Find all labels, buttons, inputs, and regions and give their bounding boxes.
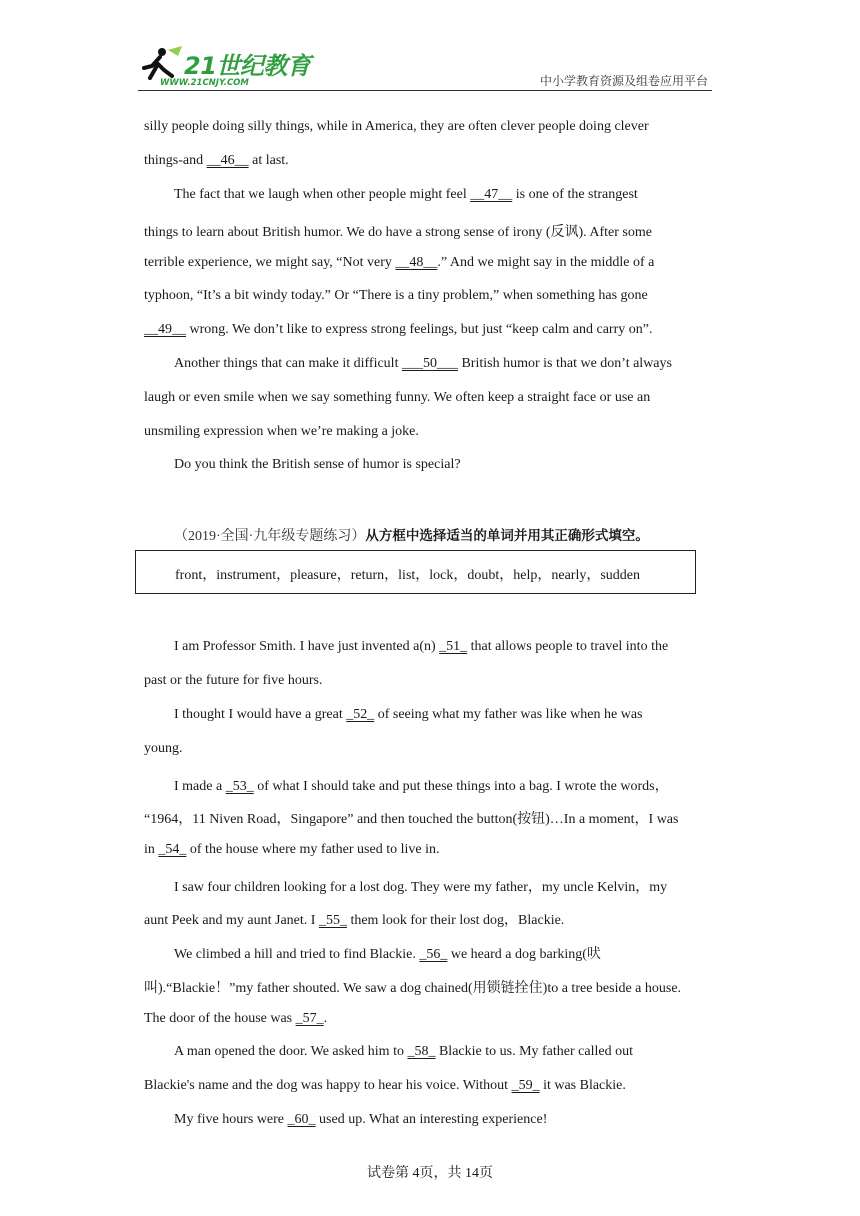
page-number: 试卷第 4页，共 14页 [367,1166,493,1181]
text-line: laugh or even smile when we say something funny. We often keep a straight face or use an [144,390,651,405]
text-line: things to learn about British humor. We do have a strong sense of irony (反讽). After some [144,225,652,240]
text-line: We climbed a hill and tried to find Blackie. _56_ we heard a dog barking(吠 [174,947,601,962]
blank-53: _53_ [225,779,254,794]
text-line: Another things that can make it difficult ___50___ British humor is that we don’t always [174,356,672,371]
blank-59: _59_ [511,1078,540,1093]
text-line: in _54_ of the house where my father used to live in. [144,842,440,857]
blank-47: __47__ [470,187,513,202]
question-source: （2019·全国·九年级专题练习） [174,529,366,544]
text-line: “1964，11 Niven Road，Singapore” and then touched the button(按钮)…In a moment，I was [144,812,679,827]
platform-title: 中小学教育资源及组卷应用平台 [539,74,708,88]
blank-54: _54_ [158,842,187,857]
section-heading [174,524,649,545]
text-line: Do you think the British sense of humor is special? [174,457,461,472]
text-line: young. [144,741,183,756]
word-list: front，instrument，pleasure，return，list，lock，doubt，help，nearly，sudden [175,568,641,583]
site-logo [138,44,311,90]
text-line: aunt Peek and my aunt Janet. I _55_ them look for their lost dog，Blackie. [144,913,565,928]
text-line: I am Professor Smith. I have just invented a(n) _51_ that allows people to travel into the [174,639,669,654]
text-line: unsmiling expression when we’re making a joke. [144,424,419,439]
text-line: I made a _53_ of what I should take and put these things into a bag. I wrote the words， [174,779,669,794]
task-instruction: 从方框中选择适当的单词并用其正确形式填空。 [365,528,649,544]
text-line: things-and __46__ at last. [144,153,289,168]
blank-55: _55_ [318,913,347,928]
blank-60: _60_ [287,1112,316,1127]
text-line: 叫).“Blackie！”my father shouted. We saw a dog chained(用锁链拴住)to a tree beside a house. [144,981,682,996]
text-line: I saw four children looking for a lost dog. They were my father，my uncle Kelvin，my [174,880,668,895]
blank-48: __48__ [395,255,438,270]
text-line: terrible experience, we might say, “Not very __48__.” And we might say in the middle of a [144,255,655,270]
logo-url: WWW.21CNJY.COM [160,78,249,88]
blank-50: ___50___ [401,356,458,371]
text-line: The fact that we laugh when other people might feel __47__ is one of the strangest [174,187,638,202]
text-line: Blackie's name and the dog was happy to hear his voice. Without _59_ it was Blackie. [144,1078,626,1093]
blank-56: _56_ [419,947,448,962]
logo-text: 21世纪教育 [184,52,311,80]
text-line: silly people doing silly things, while in America, they are often clever people doing clever [144,119,649,134]
text-line: A man opened the door. We asked him to _58_ Blackie to us. My father called out [174,1044,633,1059]
blank-58: _58_ [407,1044,436,1059]
page-header [138,42,712,91]
blank-51: _51_ [439,639,468,654]
text-line: __49__ wrong. We don’t like to express strong feelings, but just “keep calm and carry on”. [144,322,653,337]
text-line: typhoon, “It’s a bit windy today.” Or “There is a tiny problem,” when something has gone [144,288,648,303]
blank-49: __49__ [144,322,186,337]
blank-46: __46__ [206,153,249,168]
runner-icon [138,46,184,82]
text-line: My five hours were _60_ used up. What an interesting experience! [174,1112,548,1127]
text-line: I thought I would have a great _52_ of seeing what my father was like when he was [174,707,643,722]
blank-57: _57_ [295,1011,324,1026]
word-box [135,550,696,594]
blank-52: _52_ [346,707,375,722]
text-line: past or the future for five hours. [144,673,323,688]
text-line: The door of the house was _57_. [144,1011,328,1026]
